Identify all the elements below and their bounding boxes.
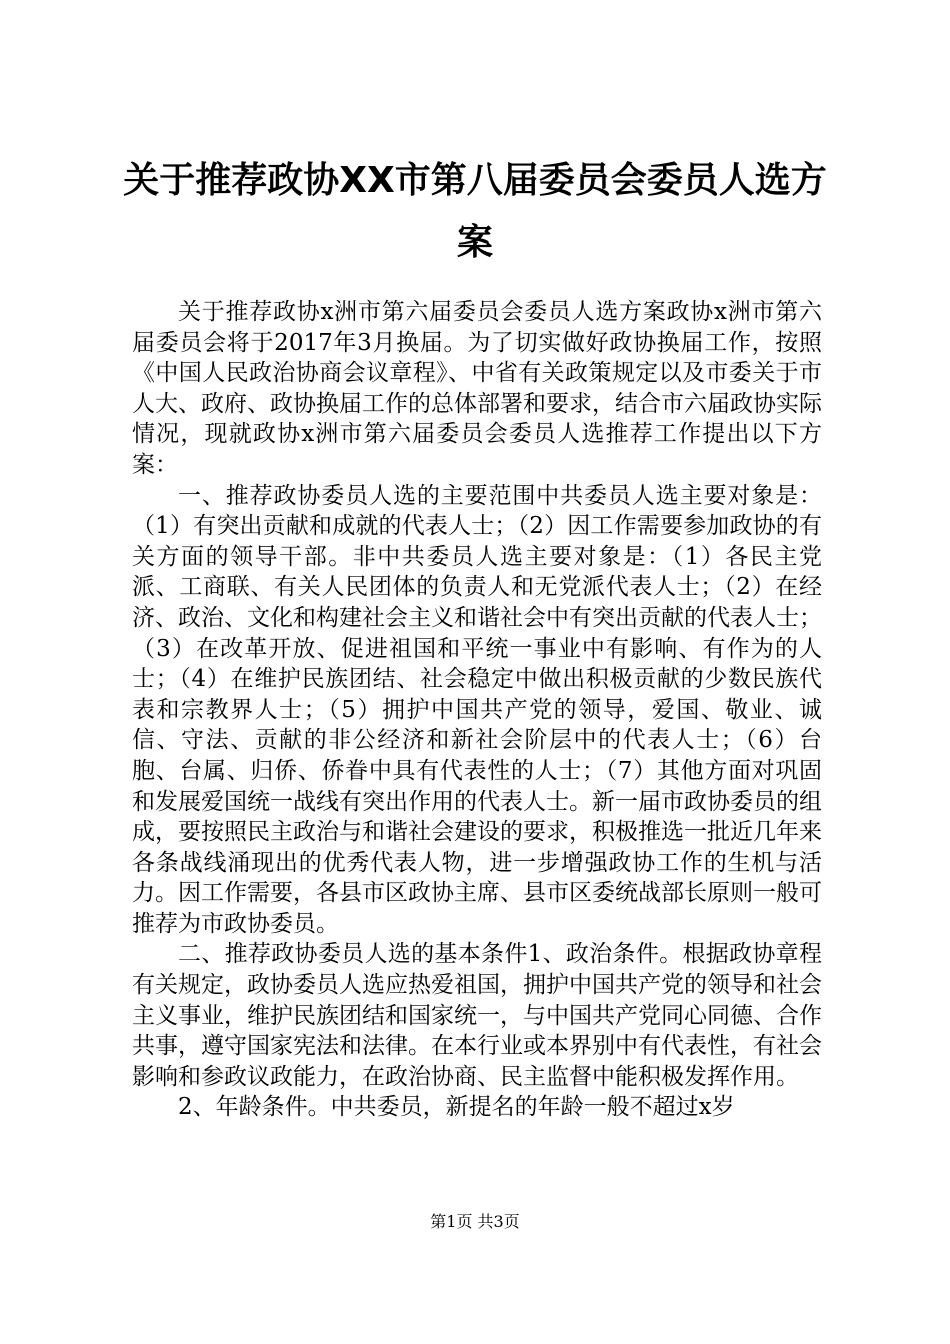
paragraph-conditions: 二、推荐政协委员人选的基本条件1、政治条件。根据政协章程有关规定，政协委员人选应热爱祖国，拥护中国共产党的领导和社会主义事业，维护民族团结和国家统一，与中国共产党同心同德、合作共事，遵守国家宪法和法律。在本行业或本界别中有代表性，有社会影响和参政议政能力，在政治协商、民主监督中能积极发挥作用。 bbox=[132, 941, 822, 1090]
page-footer: 第1页 共3页 bbox=[430, 1212, 520, 1231]
paragraph-intro: 关于推荐政协x洲市第六届委员会委员人选方案政协x洲市第六届委员会将于2017年3月换届。为了切实做好政协换届工作，按照《中国人民政治协商会议章程》、中省有关政策规定以及市委关于市人大、政府、政协换届工作的总体部署和要求，结合市六届政协实际情况，现就政协x洲市第六届委员会委员人选推荐工作提出以下方案： bbox=[132, 299, 822, 478]
paragraph-age: 2、年龄条件。中共委员，新提名的年龄一般不超过x岁 bbox=[178, 1094, 735, 1121]
document-body bbox=[132, 297, 822, 1123]
paragraph-scope: 一、推荐政协委员人选的主要范围中共委员人选主要对象是：（1）有突出贡献和成就的代表人士；（2）因工作需要参加政协的有关方面的领导干部。非中共委员人选主要对象是：（1）各民主党派、工商联、有关人民团体的负责人和无党派代表人士；（2）在经济、政治、文化和构建社会主义和谐社会中有突出贡献的代表人士；（3）在改革开放、促进祖国和平统一事业中有影响、有作为的人士；（4）在维护民族团结、社会稳定中做出积极贡献的少数民族代表和宗教界人士；（5）拥护中国共产党的领导，爱国、敬业、诚信、守法、贡献的非公经济和新社会阶层中的代表人士；（6）台胞、台属、归侨、侨眷中具有代表性的人士；（7）其他方面对巩固和发展爱国统一战线有突出作用的代表人士。新一届市政协委员的组成，要按照民主政治与和谐社会建设的要求，积极推选一批近几年来各条战线涌现出的优秀代表人物，进一步增强政协工作的生机与活力。因工作需要，各县市区政协主席、县市区委统战部长原则一般可推荐为市政协委员。 bbox=[132, 482, 822, 937]
document-title: 关于推荐政协XX市第八届委员会委员人选方案 bbox=[123, 160, 827, 263]
